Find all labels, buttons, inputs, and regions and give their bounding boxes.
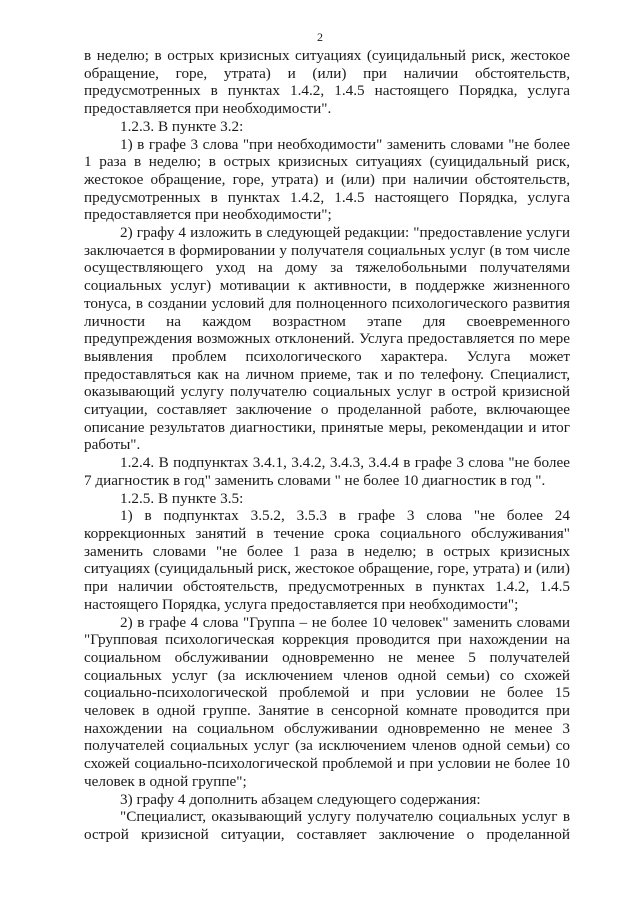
paragraph: 2) графу 4 изложить в следующей редакции: "предоставление услуги заключается в формировании у получателя социальных услуг (в том числе осуществляющего уход на дому за тяжелобольными получателями социальных услуг) мотивации к активности, в поддержке жизненного тонуса, в создании условий для полноценного психологического развития личности на каждом возрастном этапе для своевременного предупреждения возможных отклонений. Услуга предоставляется по мере выявления проблем психологического характера. Услуга может предоставляться как на личном приеме, так и по телефону. Специалист, оказывающий услугу получателю социальных услуг в острой кризисной ситуации, составляет заключение о проделанной работе, включающее описание результатов диагностики, принятые меры, рекомендации и итог работы". [84, 224, 570, 454]
document-body [84, 47, 570, 844]
paragraph: 1.2.4. В подпунктах 3.4.1, 3.4.2, 3.4.3, 3.4.4 в графе 3 слова "не более 7 диагностик в год" заменить словами " не более 10 диагностик в год ". [84, 454, 570, 489]
paragraph: 1.2.3. В пункте 3.2: [120, 117, 244, 135]
paragraph: 1.2.5. В пункте 3.5: [120, 489, 244, 507]
paragraph: 2) в графе 4 слова "Группа – не более 10 человек" заменить словами "Групповая психологическая коррекция проводится при нахождении на социальном обслуживании одновременно не менее 5 получателей социальных услуг (за исключением членов одной семьи) со схожей социально-психологической проблемой и при условии не более 15 человек в одной группе. Занятие в сенсорной комнате проводится при нахождении на социальном обслуживании одновременно не менее 3 получателей социальных услуг (за исключением членов одной семьи) со схожей социально-психологической проблемой и при условии не более 10 человек в одной группе"; [84, 613, 570, 790]
paragraph: 3) графу 4 дополнить абзацем следующего содержания: [120, 790, 481, 808]
paragraph: 1) в графе 3 слова "при необходимости" заменить словами "не более 1 раза в неделю; в острых кризисных ситуациях (суицидальный риск, жестокое обращение, горе, утрата) и (или) при наличии обстоятельств, предусмотренных в пунктах 1.4.2, 1.4.5 настоящего Порядка, услуга предоставляется при необходимости"; [84, 135, 570, 224]
paragraph: 1) в подпунктах 3.5.2, 3.5.3 в графе 3 слова "не более 24 коррекционных занятий в течение срока социального обслуживания" заменить словами "не более 1 раза в неделю; в острых кризисных ситуациях (суицидальный риск, жестокое обращение, горе, утрата) и (или) при наличии обстоятельств, предусмотренных в пунктах 1.4.2, 1.4.5 настоящего Порядка, услуга предоставляется при необходимости"; [84, 507, 570, 613]
paragraph: в неделю; в острых кризисных ситуациях (суицидальный риск, жестокое обращение, горе, утрата) и (или) при наличии обстоятельств, предусмотренных в пунктах 1.4.2, 1.4.5 настоящего Порядка, услуга предоставляется при необходимости". [84, 47, 570, 118]
paragraph: "Специалист, оказывающий услугу получателю социальных услуг в острой кризисной ситуации, составляет заключение о проделанной [84, 808, 570, 843]
page-number: 2 [317, 30, 323, 44]
